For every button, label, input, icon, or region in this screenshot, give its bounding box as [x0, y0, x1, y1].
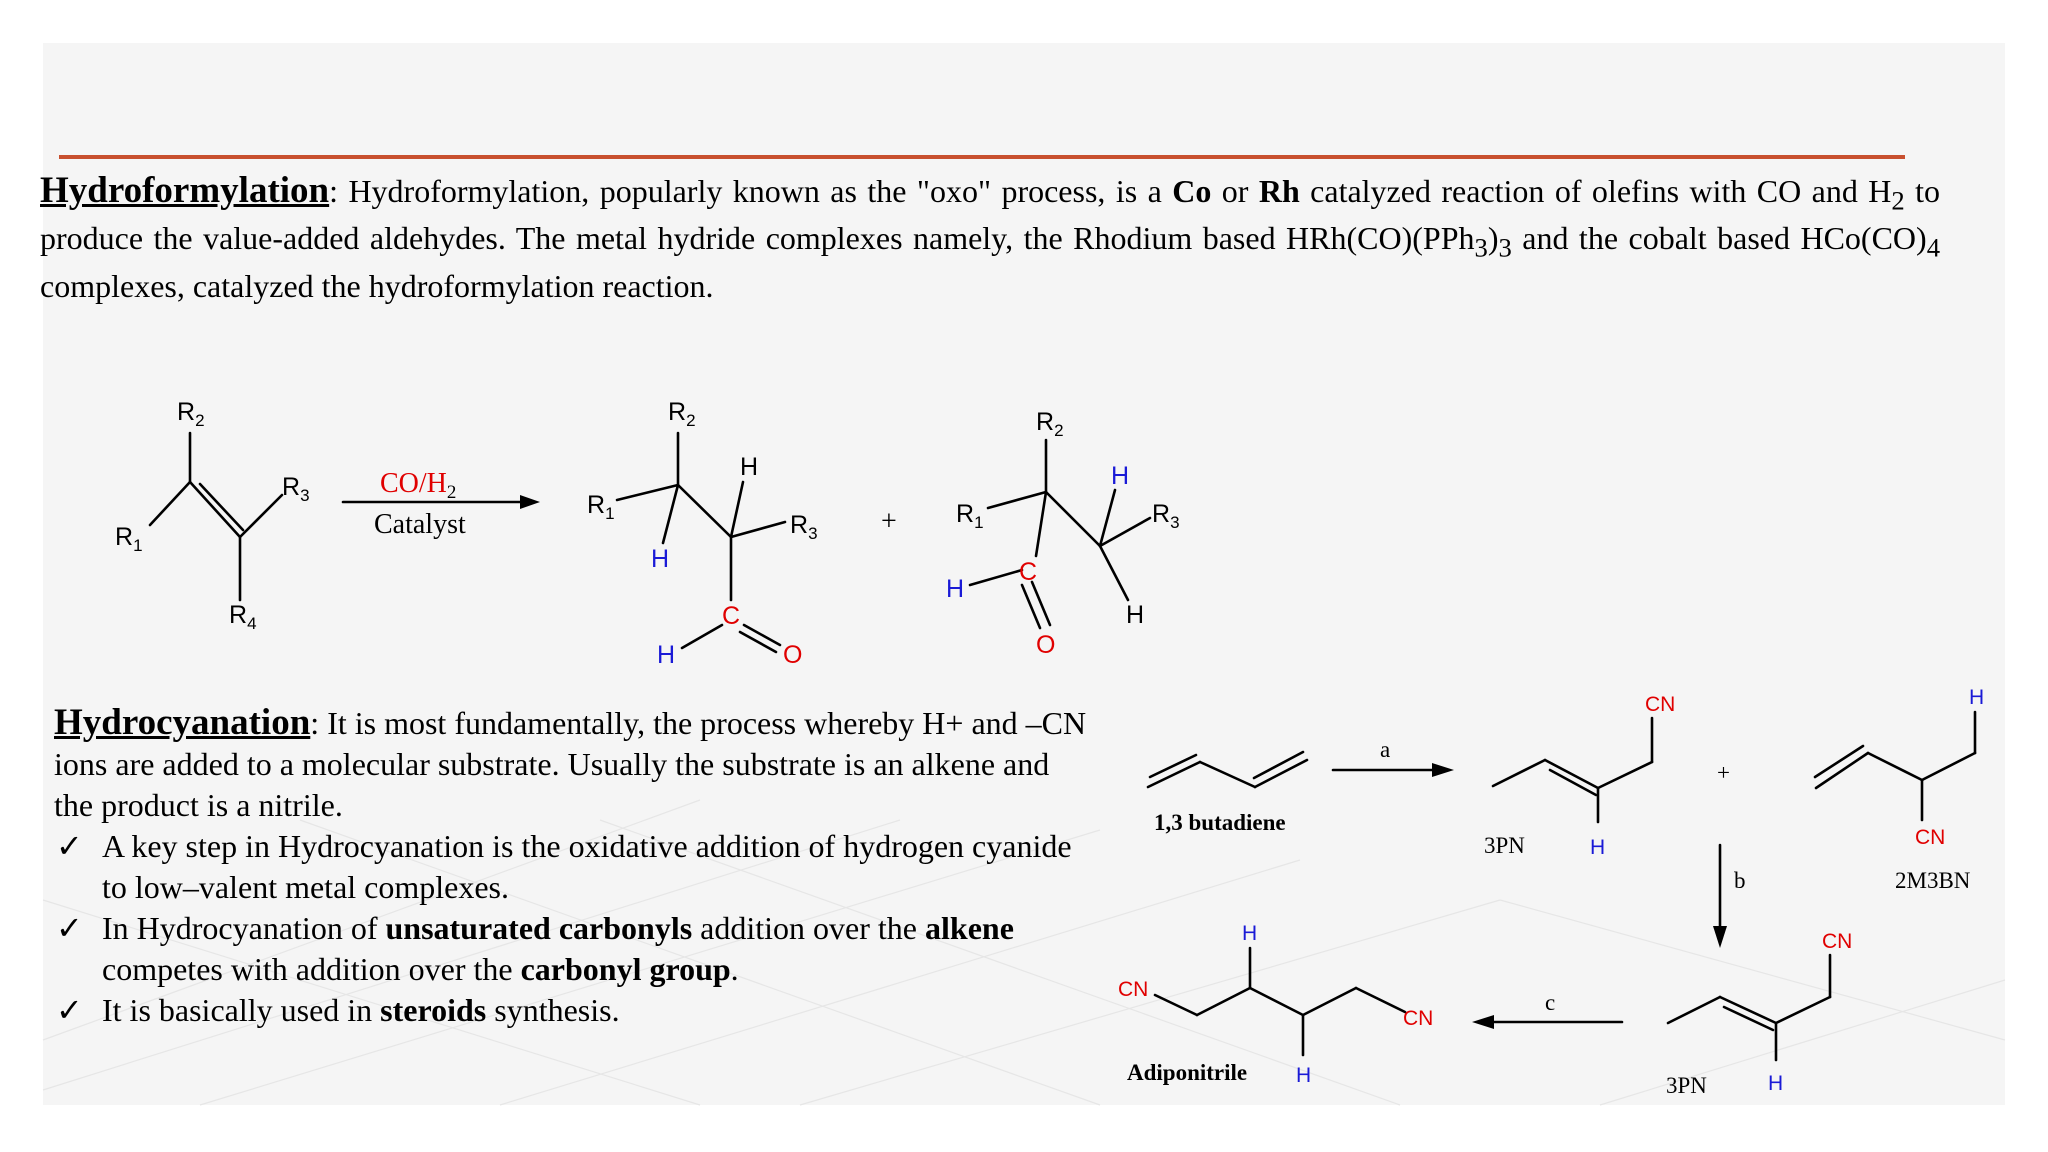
r3-label-product2: $R_3$: [1152, 500, 1180, 532]
r2-label-product1: $R_2$: [668, 398, 696, 430]
bold-term: unsaturated carbonyls: [385, 910, 693, 946]
step-a-label: a: [1380, 737, 1391, 762]
step-c-label: c: [1545, 990, 1556, 1015]
r3-label-product1: $R_3$: [790, 511, 818, 543]
hydrocyanation-heading: Hydrocyanation: [54, 702, 311, 743]
c-red-aldehyde1: C: [722, 602, 741, 630]
bullet-text: A key step in Hydrocyanation is the oxidative addition of hydrogen cyanide to low–valent metal complexes.: [102, 828, 1072, 905]
3pn-label-top: 3PN: [1484, 833, 1525, 858]
text-span: catalyzed reaction of olefins with CO and H: [1299, 173, 1892, 209]
2m3bn-label: 2M3BN: [1895, 868, 1971, 893]
text-span: ): [1487, 220, 1499, 257]
butadiene-label: 1,3 butadiene: [1154, 810, 1286, 835]
o-red-aldehyde2: O: [1036, 631, 1056, 659]
r2-label-alkene: $R_2$: [177, 398, 205, 430]
step-b-label: b: [1734, 868, 1746, 893]
bold-term: carbonyl group: [520, 951, 731, 987]
r4-label-alkene: $R_4$: [229, 601, 257, 633]
subscript: 4: [1926, 232, 1941, 263]
plus-sign-scheme1: +: [881, 506, 897, 537]
text-span: and the cobalt based HCo(CO): [1511, 220, 1927, 257]
plus-sign-scheme2: +: [1717, 760, 1730, 785]
h-label: H: [1296, 1064, 1312, 1087]
cn-label: CN: [1645, 693, 1676, 716]
cn-label: CN: [1118, 978, 1149, 1001]
bullet-text: addition over the: [692, 910, 925, 946]
h-label: H: [1242, 922, 1258, 945]
bullet-text: synthesis.: [486, 992, 620, 1028]
intro-text: : It is most fundamentally, the process whereby H+ and –CN ions are added to a molecular substrate. Usually the substrate is an alkene and the product is a nitrile.: [54, 705, 1087, 823]
reagent-label: $CO/H_2$: [380, 468, 457, 503]
text-span: complexes, catalyzed the hydroformylation reaction.: [40, 267, 714, 304]
hydroformylation-heading: Hydroformylation: [40, 170, 330, 211]
checkmark-icon: ✓: [56, 910, 83, 946]
cn-label: CN: [1822, 930, 1853, 953]
3pn-label-bottom: 3PN: [1666, 1073, 1707, 1098]
r1-label-alkene: $R_1$: [115, 523, 143, 555]
cn-label: CN: [1915, 826, 1946, 849]
h-label: H: [1590, 836, 1606, 859]
r3-label-alkene: $R_3$: [282, 473, 310, 505]
h-blue-product1: H: [651, 545, 670, 573]
catalyst-label: Catalyst: [374, 509, 466, 540]
r1-label-product1: $R_1$: [587, 491, 615, 523]
text-span: to produce the value-added aldehydes. The metal hydride complexes namely, the Rhodium based HRh(CO)(PPh: [40, 173, 1941, 257]
h-label: H: [1768, 1072, 1784, 1095]
h-label-product2: H: [1126, 601, 1145, 629]
cobalt-bold: Co: [1172, 173, 1212, 209]
subscript: 2: [1891, 185, 1905, 216]
h-blue-aldehyde1: H: [657, 641, 676, 669]
subscript: 3: [1498, 232, 1512, 263]
cn-label: CN: [1403, 1007, 1434, 1030]
bold-term: alkene: [925, 910, 1014, 946]
h-label: H: [1969, 686, 1985, 709]
checkmark-icon: ✓: [56, 992, 83, 1028]
text-span: or: [1211, 173, 1259, 209]
rhodium-bold: Rh: [1258, 173, 1300, 209]
bullet-text: competes with addition over the: [102, 951, 521, 987]
h-blue-product2: H: [1111, 462, 1130, 490]
heading-colon: :: [329, 173, 339, 209]
bullet-text: .: [730, 951, 739, 987]
bullet-text: In Hydrocyanation of: [102, 910, 386, 946]
bullet-text: It is basically used in: [102, 992, 381, 1028]
h-blue-aldehyde2: H: [946, 575, 965, 603]
subscript: 3: [1474, 232, 1488, 263]
c-red-aldehyde2: C: [1019, 558, 1038, 586]
o-red-aldehyde1: O: [783, 641, 803, 669]
text-span: Hydroformylation, popularly known as the "oxo" process, is a: [338, 173, 1173, 209]
bold-term: steroids: [380, 992, 487, 1028]
checkmark-icon: ✓: [56, 828, 83, 864]
h-label-product1: H: [740, 453, 759, 481]
r1-label-product2: $R_1$: [956, 500, 984, 532]
adiponitrile-label: Adiponitrile: [1127, 1060, 1248, 1085]
r2-label-product2: $R_2$: [1036, 408, 1064, 440]
